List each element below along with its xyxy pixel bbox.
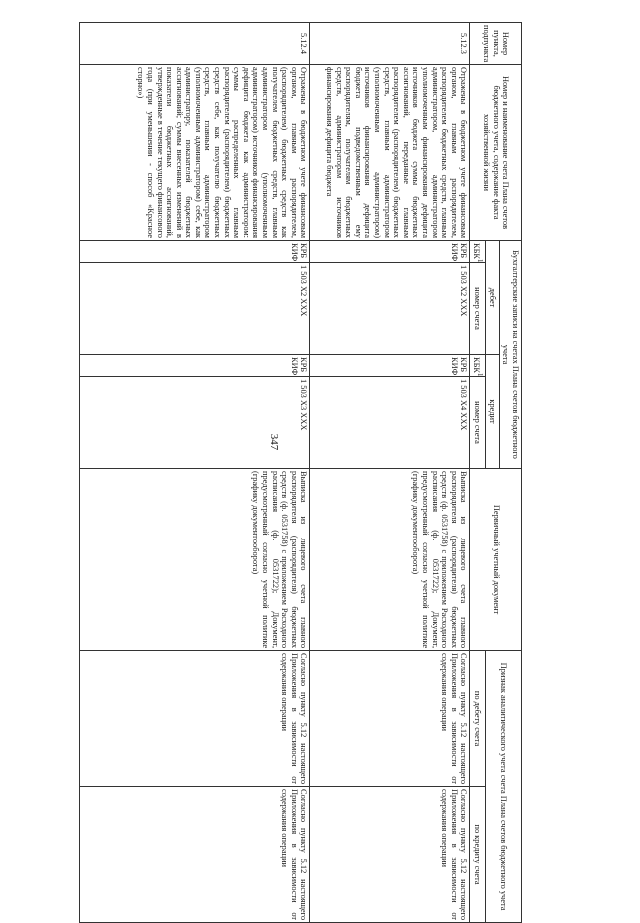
row-analytic-credit: Согласно пункту 5.12 настоящего Приложения в зависимости от содержания операции [80, 787, 310, 923]
table-row [310, 23, 470, 923]
header-credit-kbk: КБК$^1$ [470, 355, 485, 377]
row-primary-document: Выписка из лицевого счета главного распорядителя (распорядителя) бюджетных средств (ф. 0531758) с приложением Расходного расписания (ф. 0531722); Документ, предусмотренный согласно учетной политике (графику документооборота) [80, 469, 310, 651]
header-debit-account-number: номер счета [470, 263, 485, 355]
row-item-number: 5.12.3 [310, 23, 470, 65]
table-row [80, 23, 310, 923]
row-debit-kbk: КРБ КИФ [310, 241, 470, 263]
rotated-table-wrapper [52, 22, 522, 922]
header-credit: кредит [485, 355, 499, 469]
header-debit: дебет [485, 241, 499, 355]
row-credit-account: 1 503 X3 XXX [80, 377, 310, 469]
row-content: Отражены в бюджетном учете финансовым органом, главным распорядителем, (распорядителем) бюджетных средств как получателем бюджетных средств, главным администратором (уполномоченным администратором) источников финансирования дефицита бюджета как администратором: суммы распределенных главным распорядителем (распорядителем) бюджетных средств себе, как получателю бюджетных средств, главным администратором (уполномоченным администратором) себе, как администратору, показателей бюджетных ассигнований; суммы внесенных изменений в показатели бюджетных ассигнований, утвержденные в течение текущего финансового года (при уменьшении - способ «Красное сторно») [80, 65, 310, 241]
header-account-content: Номер и наименование счета Плана счетов бюджетного учета, содержание факта хозяйственной жизни [470, 65, 522, 241]
row-analytic-debit: Согласно пункту 5.12 настоящего Приложения в зависимости от содержания операции [310, 651, 470, 787]
row-debit-account: 1 503 X2 XXX [310, 263, 470, 355]
row-analytic-credit: Согласно пункту 5.12 настоящего Приложения в зависимости от содержания операции [310, 787, 470, 923]
header-item-number: Номер пункта, подпункта [470, 23, 522, 65]
row-analytic-debit: Согласно пункту 5.12 настоящего Приложения в зависимости от содержания операции [80, 651, 310, 787]
row-item-number: 5.12.4 [80, 23, 310, 65]
page-number: 347 [268, 433, 280, 451]
row-credit-kbk: КРБ КИФ [80, 355, 310, 377]
row-credit-account: 1 503 X4 XXX [310, 377, 470, 469]
row-debit-kbk: КРБ КИФ [80, 241, 310, 263]
accounting-entries-table [79, 22, 522, 923]
header-debit-kbk: КБК$^1$ [470, 241, 485, 263]
header-entries-group: Бухгалтерские записи на счетах Плана счетов бюджетного учета [499, 241, 521, 469]
header-credit-account-number: номер счета [470, 377, 485, 469]
row-primary-document: Выписка из лицевого счета главного распорядителя (распорядителя) бюджетных средств (ф. 0531758) с приложением Расходного расписания (ф. 0531722); Документ, предусмотренный согласно учетной политике (графику документооборота) [310, 469, 470, 651]
row-credit-kbk: КРБ КИФ [310, 355, 470, 377]
header-primary-document: Первичный учетный документ [470, 469, 522, 651]
header-by-credit: по кредиту счета [470, 787, 485, 923]
row-debit-account: 1 503 X2 XXX [80, 263, 310, 355]
row-content: Отражены в бюджетном учете финансовым органом, главным распорядителем, распорядителем бюджетных средств, главным администратором, администратором уполномоченным финансирования дефицита источников бюджета суммы бюджетных ассигнований, переданные главным распорядителем (распорядителем) бюджетных средств, главным администратором (уполномоченным администратором) источников финансирования дефицита бюджета подведомственным ему распорядителям, получателям бюджетных средств, администраторам источников финансирования дефицита бюджета [310, 65, 470, 241]
header-analytics-group: Признак аналитического учета счета Плана счетов бюджетного учета [485, 651, 521, 923]
header-by-debit: по дебету счета [470, 651, 485, 787]
